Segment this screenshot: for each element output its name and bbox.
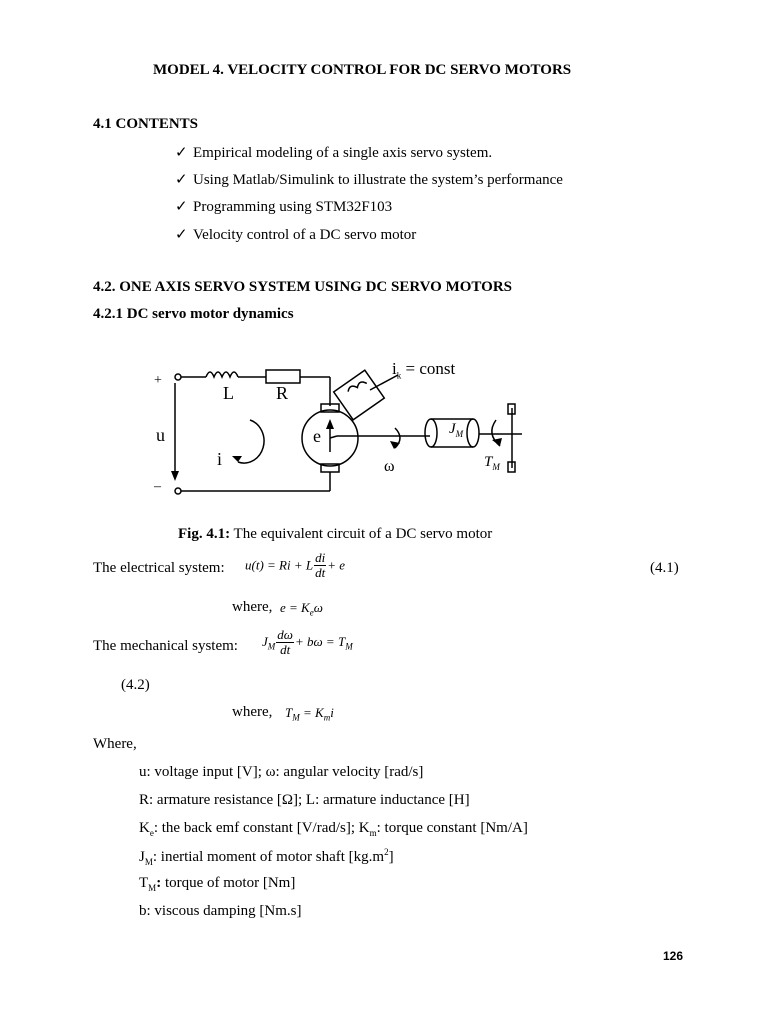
torque-label: $T_M$ [484, 454, 500, 472]
list-item [175, 143, 492, 162]
mechanical-equation: $J_M$ $\frac{d\omega}{dt}$ + $b\omega = T_M$ [262, 627, 353, 657]
torque-equation: $T_M = K_mi$ [285, 705, 334, 723]
inductor-label: L [223, 383, 234, 403]
back-emf-equation: $e = K_e\omega$ [280, 600, 323, 618]
current-loop-arrow [238, 420, 264, 463]
checkmark-icon: ✓ [175, 199, 188, 215]
list-item-text: Using Matlab/Simulink to illustrate the system’s performance [193, 172, 563, 188]
top-terminal [175, 374, 181, 380]
voltage-arrow-icon [171, 471, 179, 481]
definition-line: $T_M$: torque of motor [Nm] [139, 875, 296, 893]
minus-label: – [154, 479, 161, 494]
equation-number-4-2: (4.2) [121, 677, 150, 693]
u-label: u [156, 425, 165, 445]
electrical-equation: u(t) = Ri + L $\frac{di}{dt}$ + e [245, 550, 346, 580]
where-label-2: where, [232, 704, 273, 720]
section-4-2-heading: 4.2. ONE AXIS SERVO SYSTEM USING DC SERVO MOTORS [93, 279, 512, 295]
definition-line: $J_M$: inertial moment of motor shaft $[kg.m^2]$ [139, 847, 394, 867]
where-heading: Where, [93, 736, 137, 752]
list-item-text: Velocity control of a DC servo motor [193, 227, 417, 243]
inductor-symbol [206, 372, 238, 377]
list-item-text: Programming using STM32F103 [193, 199, 393, 215]
checkmark-icon: ✓ [175, 227, 188, 243]
checkmark-icon: ✓ [175, 172, 188, 188]
field-current-label: $i_k$ = const [392, 359, 456, 381]
equation-number-4-1: (4.1) [650, 560, 679, 576]
checkmark-icon: ✓ [175, 145, 188, 161]
list-item [175, 170, 563, 189]
omega-label: ω [384, 458, 395, 475]
where-label-1: where, [232, 599, 273, 615]
bottom-terminal [175, 488, 181, 494]
dc-motor-circuit-diagram [140, 350, 540, 510]
electrical-system-label: The electrical system: [93, 560, 225, 576]
list-item [175, 197, 392, 216]
mechanical-system-label: The mechanical system: [93, 638, 238, 654]
list-item-text: Empirical modeling of a single axis servo system. [193, 145, 493, 161]
resistor-label: R [276, 383, 289, 403]
definition-line: $K_e$: the back emf constant [V/rad/s]; $K_m$: torque constant [Nm/A] [139, 820, 528, 838]
emf-label: e [313, 426, 321, 446]
page-number: 126 [663, 949, 684, 963]
emf-arrow-icon [326, 419, 334, 429]
load-inertia [467, 419, 479, 447]
list-item [175, 225, 416, 244]
definition-line: b: viscous damping [Nm.s] [139, 903, 302, 919]
current-arrow-icon [232, 456, 242, 462]
definition-line: u: voltage input [V]; ω: angular velocity [rad/s] [139, 764, 424, 780]
figure-caption: Fig. 4.1: The equivalent circuit of a DC servo motor [178, 526, 493, 542]
section-4-2-1-heading: 4.2.1 DC servo motor dynamics [93, 306, 294, 322]
current-label: i [217, 449, 223, 469]
definition-line: R: armature resistance [Ω]; L: armature inductance [H] [139, 792, 470, 808]
plus-label: + [154, 373, 162, 388]
inertia-label: $J_M$ [449, 421, 464, 439]
section-4-1-heading: 4.1 CONTENTS [93, 116, 199, 132]
page-title: MODEL 4. VELOCITY CONTROL FOR DC SERVO MOTORS [153, 62, 572, 78]
resistor-symbol [266, 370, 300, 383]
